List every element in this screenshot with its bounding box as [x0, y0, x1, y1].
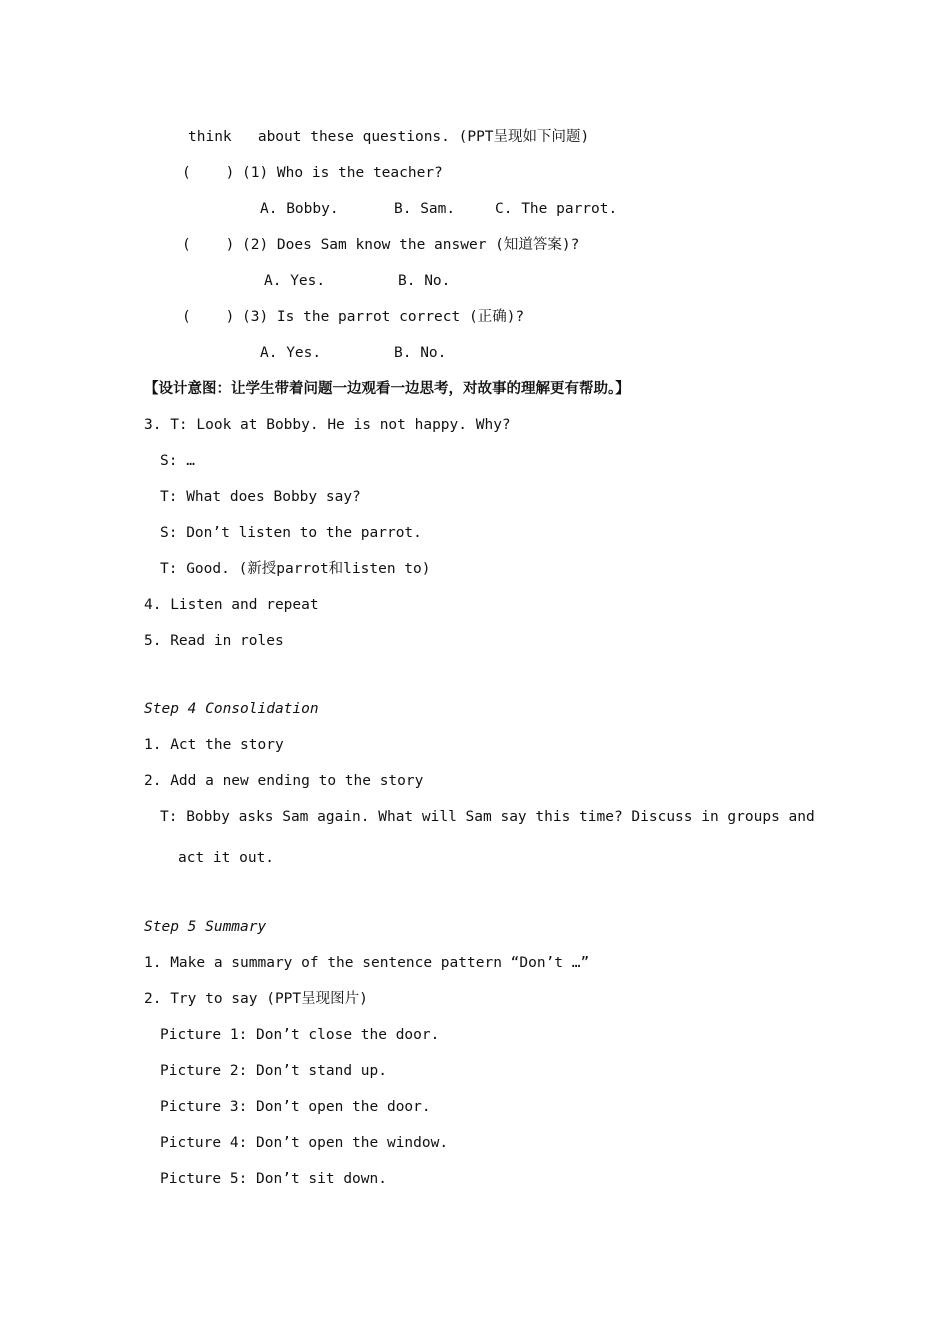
step5-item-1: 1. Make a summary of the sentence pattern “Don’t …”: [144, 955, 590, 971]
question-1-blank: ( ): [182, 165, 235, 181]
picture-line-5: Picture 5: Don’t sit down.: [160, 1171, 387, 1187]
step4-heading: Step 4 Consolidation: [144, 701, 319, 717]
step4-item-2: 2. Add a new ending to the story: [144, 773, 424, 789]
step4-teacher-line-2: act it out.: [178, 850, 275, 866]
step3-dialog-t1: T: What does Bobby say?: [160, 489, 361, 505]
question-1-text: (1) Who is the teacher?: [242, 165, 443, 181]
question-1-option-b: B. Sam.: [394, 201, 456, 217]
step3-dialog-s1: S: …: [160, 453, 195, 469]
question-3-text: (3) Is the parrot correct (正确)?: [242, 309, 525, 325]
question-2-text: (2) Does Sam know the answer (知道答案)?: [242, 237, 580, 253]
picture-line-3: Picture 3: Don’t open the door.: [160, 1099, 431, 1115]
question-3-option-a: A. Yes.: [260, 345, 322, 361]
think-line: think about these questions. (PPT呈现如下问题): [188, 129, 590, 145]
question-2-option-a: A. Yes.: [264, 273, 326, 289]
question-1-option-c: C. The parrot.: [495, 201, 618, 217]
question-3-blank: ( ): [182, 309, 235, 325]
step4-item-1: 1. Act the story: [144, 737, 284, 753]
step3-dialog-s2: S: Don’t listen to the parrot.: [160, 525, 422, 541]
step5-heading: Step 5 Summary: [144, 919, 267, 935]
step3-item-3: 3. T: Look at Bobby. He is not happy. Why?: [144, 417, 511, 433]
picture-line-4: Picture 4: Don’t open the window.: [160, 1135, 449, 1151]
step3-item-5: 5. Read in roles: [144, 633, 284, 649]
question-2-blank: ( ): [182, 237, 235, 253]
step5-item-2: 2. Try to say (PPT呈现图片): [144, 991, 368, 1007]
picture-line-2: Picture 2: Don’t stand up.: [160, 1063, 387, 1079]
question-1-option-a: A. Bobby.: [260, 201, 339, 217]
step3-dialog-t2: T: Good. (新授parrot和listen to): [160, 561, 431, 577]
step3-item-4: 4. Listen and repeat: [144, 597, 319, 613]
step4-teacher-line-1: T: Bobby asks Sam again. What will Sam say this time? Discuss in groups and: [160, 809, 815, 825]
question-2-option-b: B. No.: [398, 273, 451, 289]
design-intent-note: 【设计意图：让学生带着问题一边观看一边思考，对故事的理解更有帮助。】: [144, 381, 630, 397]
picture-line-1: Picture 1: Don’t close the door.: [160, 1027, 440, 1043]
question-3-option-b: B. No.: [394, 345, 447, 361]
